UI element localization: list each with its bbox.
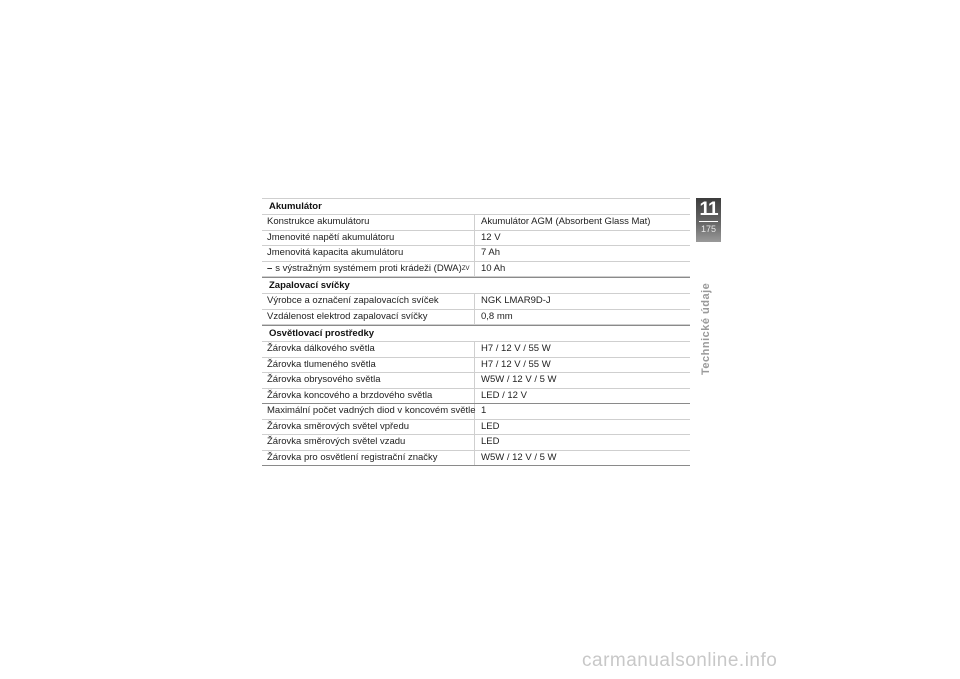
table-row	[262, 435, 690, 451]
row-label: Konstrukce akumulátoru	[262, 215, 475, 230]
table-row	[262, 262, 690, 278]
row-value: 12 V	[481, 231, 501, 243]
row-label: Žárovka směrových světel vzadu	[262, 435, 475, 450]
table-row	[262, 358, 690, 374]
table-row	[262, 246, 690, 262]
chapter-number: 11	[699, 199, 718, 220]
row-value: LED / 12 V	[481, 389, 527, 401]
row-label: Výrobce a označení zapalovacích svíček	[262, 294, 475, 309]
table-row	[262, 404, 690, 420]
table-row	[262, 342, 690, 358]
row-value: W5W / 12 V / 5 W	[481, 451, 557, 463]
chapter-tab	[696, 198, 721, 242]
row-value: NGK LMAR9D-J	[481, 295, 551, 307]
chapter-side-title: Technické údaje	[700, 282, 712, 375]
row-value: 10 Ah	[481, 262, 506, 274]
table-row	[262, 294, 690, 310]
page-number: 175	[700, 224, 717, 234]
row-label: Žárovka obrysového světla	[262, 373, 475, 388]
list-dash: –	[267, 262, 273, 274]
row-value: 7 Ah	[481, 247, 501, 259]
row-value: LED	[481, 420, 500, 432]
table-row	[262, 451, 690, 467]
row-label: Žárovka pro osvětlení registrační značky	[262, 451, 475, 466]
table-row	[262, 310, 690, 326]
watermark: carmanualsonline.info	[582, 650, 778, 671]
row-label: Jmenovité napětí akumulátoru	[262, 231, 475, 246]
row-label: Žárovka dálkového světla	[262, 342, 475, 357]
row-label: – s výstražným systémem proti krádeži (DWA) ZV	[262, 262, 475, 277]
row-label: Maximální počet vadných diod v koncovém světle	[262, 404, 475, 419]
row-label: Vzdálenost elektrod zapalovací svíčky	[262, 310, 475, 325]
row-value: 0,8 mm	[481, 310, 513, 322]
row-label: Žárovka koncového a brzdového světla	[262, 389, 475, 404]
section-heading-battery: Akumulátor	[262, 198, 690, 215]
row-label: Jmenovitá kapacita akumulátoru	[262, 246, 475, 261]
row-label: Žárovka směrových světel vpředu	[262, 420, 475, 435]
row-value: H7 / 12 V / 55 W	[481, 343, 551, 355]
row-value: 1	[481, 405, 487, 417]
section-heading-lighting: Osvětlovací prostředky	[262, 325, 690, 342]
row-value: H7 / 12 V / 55 W	[481, 358, 551, 370]
row-value: W5W / 12 V / 5 W	[481, 374, 557, 386]
row-label-text: s výstražným systémem proti krádeži (DWA)	[275, 262, 462, 274]
table-row	[262, 215, 690, 231]
spec-table	[262, 198, 690, 466]
table-row	[262, 231, 690, 247]
section-heading-spark-plugs: Zapalovací svíčky	[262, 277, 690, 294]
table-row	[262, 420, 690, 436]
table-row	[262, 389, 690, 405]
row-label: Žárovka tlumeného světla	[262, 358, 475, 373]
row-value: LED	[481, 436, 500, 448]
table-row	[262, 373, 690, 389]
row-value: Akumulátor AGM (Absorbent Glass Mat)	[481, 216, 651, 228]
